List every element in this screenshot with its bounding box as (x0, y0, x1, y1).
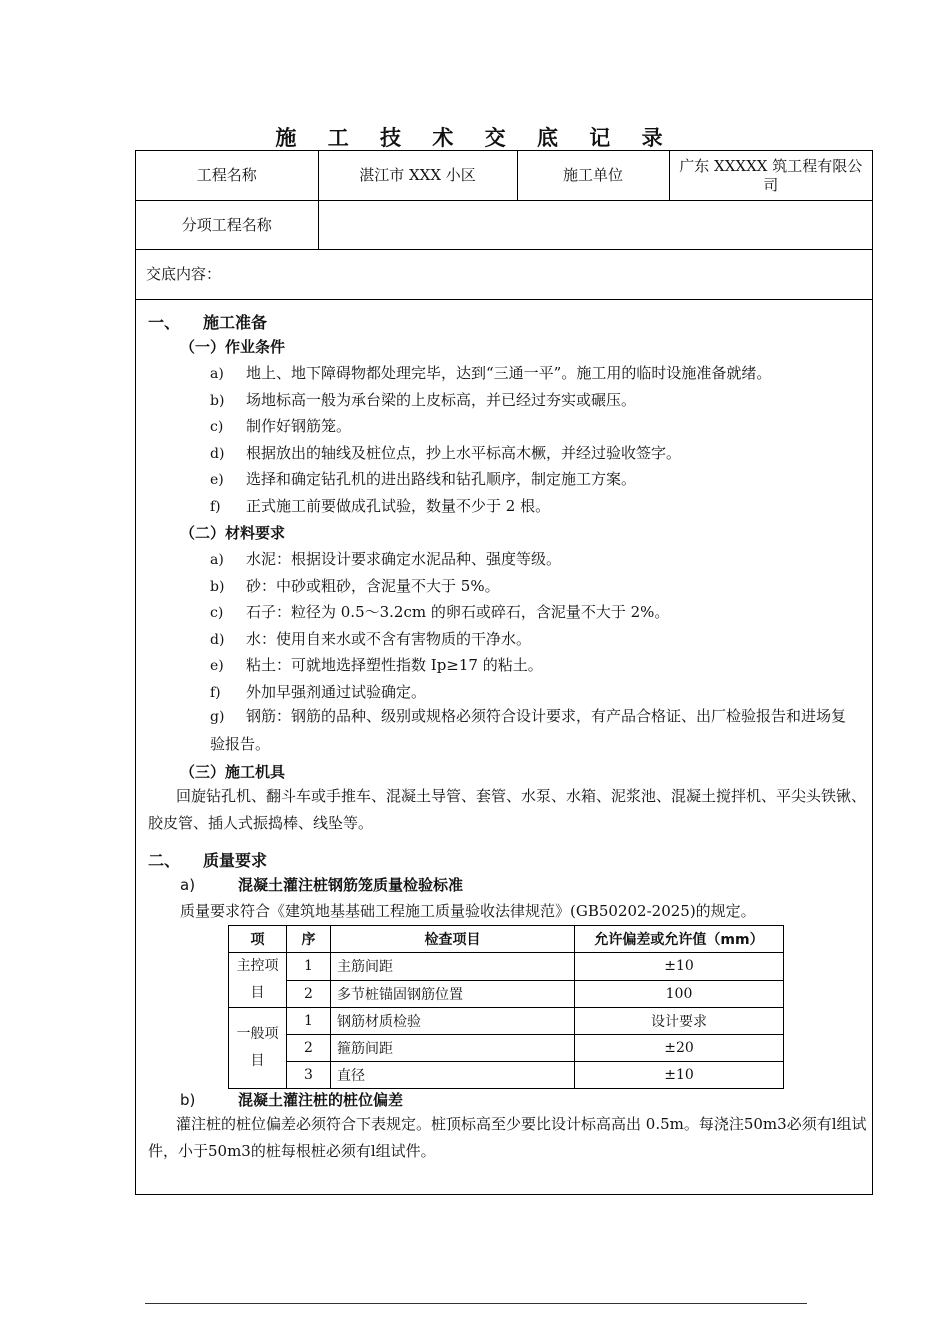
col-header: 序 (287, 926, 331, 953)
content-label: 交底内容： (136, 250, 872, 300)
tools-paragraph: 回旋钻孔机、翻斗车或手推车、混凝土导管、套管、水泵、水箱、泥浆池、混凝土搅拌机、平尖头铁锹、胶皮管、插人式振捣棒、线坠等。 (148, 787, 867, 832)
sub-project-label: 分项工程名称 (136, 201, 318, 250)
record-form (135, 150, 873, 1195)
header-table (136, 151, 872, 300)
table-row: 一般项目 1 钢筋材质检验 设计要求 (229, 1008, 784, 1035)
section-1-heading (148, 310, 267, 333)
list-item: d) 根据放出的轴线及桩位点，抄上水平标高木橛，并经过验收签字。 (210, 444, 682, 462)
section-2-number: 二、 (148, 851, 181, 870)
table-row: 3 直径 ±10 (229, 1062, 784, 1089)
section-2-heading (148, 848, 267, 871)
project-name-label: 工程名称 (136, 151, 318, 201)
list-item: a) 水泥：根据设计要求确定水泥品种、强度等级。 (210, 550, 562, 568)
standard-paragraph: 质量要求符合《建筑地基基础工程施工质量验收法律规范》(GB50202-2025)的规定。 (180, 902, 756, 920)
section-1-title: 施工准备 (203, 313, 268, 332)
pile-deviation-paragraph: 灌注桩的桩位偏差必须符合下表规定。桩顶标高至少要比设计标高高出 0.5m。每浇注50m3必须有l组试件，小于50m3的桩每根桩必须有l组试件。 (148, 1115, 867, 1160)
table-row: 主控项目 1 主筋间距 ±10 (229, 953, 784, 981)
list-item: g) 钢筋：钢筋的品种、级别或规格必须符合设计要求，有产品合格证、出厂检验报告和进场复验报告。 (210, 707, 847, 753)
quality-standard-table (228, 925, 784, 1089)
col-header: 检查项目 (331, 926, 575, 953)
page-title: 施 工 技 术 交 底 记 录 (275, 126, 675, 150)
group-general: 一般项目 (229, 1008, 287, 1089)
subsection-b-heading: b) 混凝土灌注桩的桩位偏差 (180, 1091, 404, 1109)
project-name-value: 湛江市 XXX 小区 (318, 151, 517, 201)
table-row: 2 箍筋间距 ±20 (229, 1035, 784, 1062)
list-item: d) 水：使用自来水或不含有害物质的干净水。 (210, 630, 532, 648)
sub-project-value (318, 201, 872, 250)
list-item: f) 外加早强剂通过试验确定。 (210, 683, 427, 701)
construction-unit-label: 施工单位 (517, 151, 669, 201)
subsection-work-conditions: （一）作业条件 (180, 338, 286, 356)
subsection-construction-tools: （三）施工机具 (180, 763, 286, 781)
list-item: e) 选择和确定钻孔机的进出路线和钻孔顺序，制定施工方案。 (210, 470, 637, 488)
table-header-row (229, 926, 784, 953)
col-header: 项 (229, 926, 287, 953)
table-row: 2 多节桩锚固钢筋位置 100 (229, 980, 784, 1008)
section-1-number: 一、 (148, 313, 181, 332)
list-item: b) 场地标高一般为承台梁的上皮标高，并已经过夯实或碾压。 (210, 391, 637, 409)
list-item: b) 砂：中砂或粗砂，含泥量不大于 5%。 (210, 577, 500, 595)
construction-unit-value: 广东 XXXXX 筑工程有限公司 (669, 151, 872, 201)
section-2-title: 质量要求 (203, 851, 268, 870)
list-item: e) 粘土：可就地选择塑性指数 Ip≥17 的粘土。 (210, 656, 543, 674)
list-item: c) 制作好钢筋笼。 (210, 417, 352, 435)
group-main-control: 主控项目 (229, 953, 287, 1008)
subsection-a-heading: a) 混凝土灌注桩钢筋笼质量检验标准 (180, 876, 464, 894)
list-item: c) 石子：粒径为 0.5～3.2cm 的卵石或碎石，含泥量不大于 2%。 (210, 603, 670, 621)
footer-divider (145, 1303, 807, 1304)
list-item: f) 正式施工前要做成孔试验，数量不少于 2 根。 (210, 497, 551, 515)
list-item: a) 地上、地下障碍物都处理完毕，达到“三通一平”。施工用的临时设施准备就绪。 (210, 364, 772, 382)
col-header: 允许偏差或允许值（mm） (575, 926, 784, 953)
subsection-material-requirements: （二）材料要求 (180, 524, 286, 542)
